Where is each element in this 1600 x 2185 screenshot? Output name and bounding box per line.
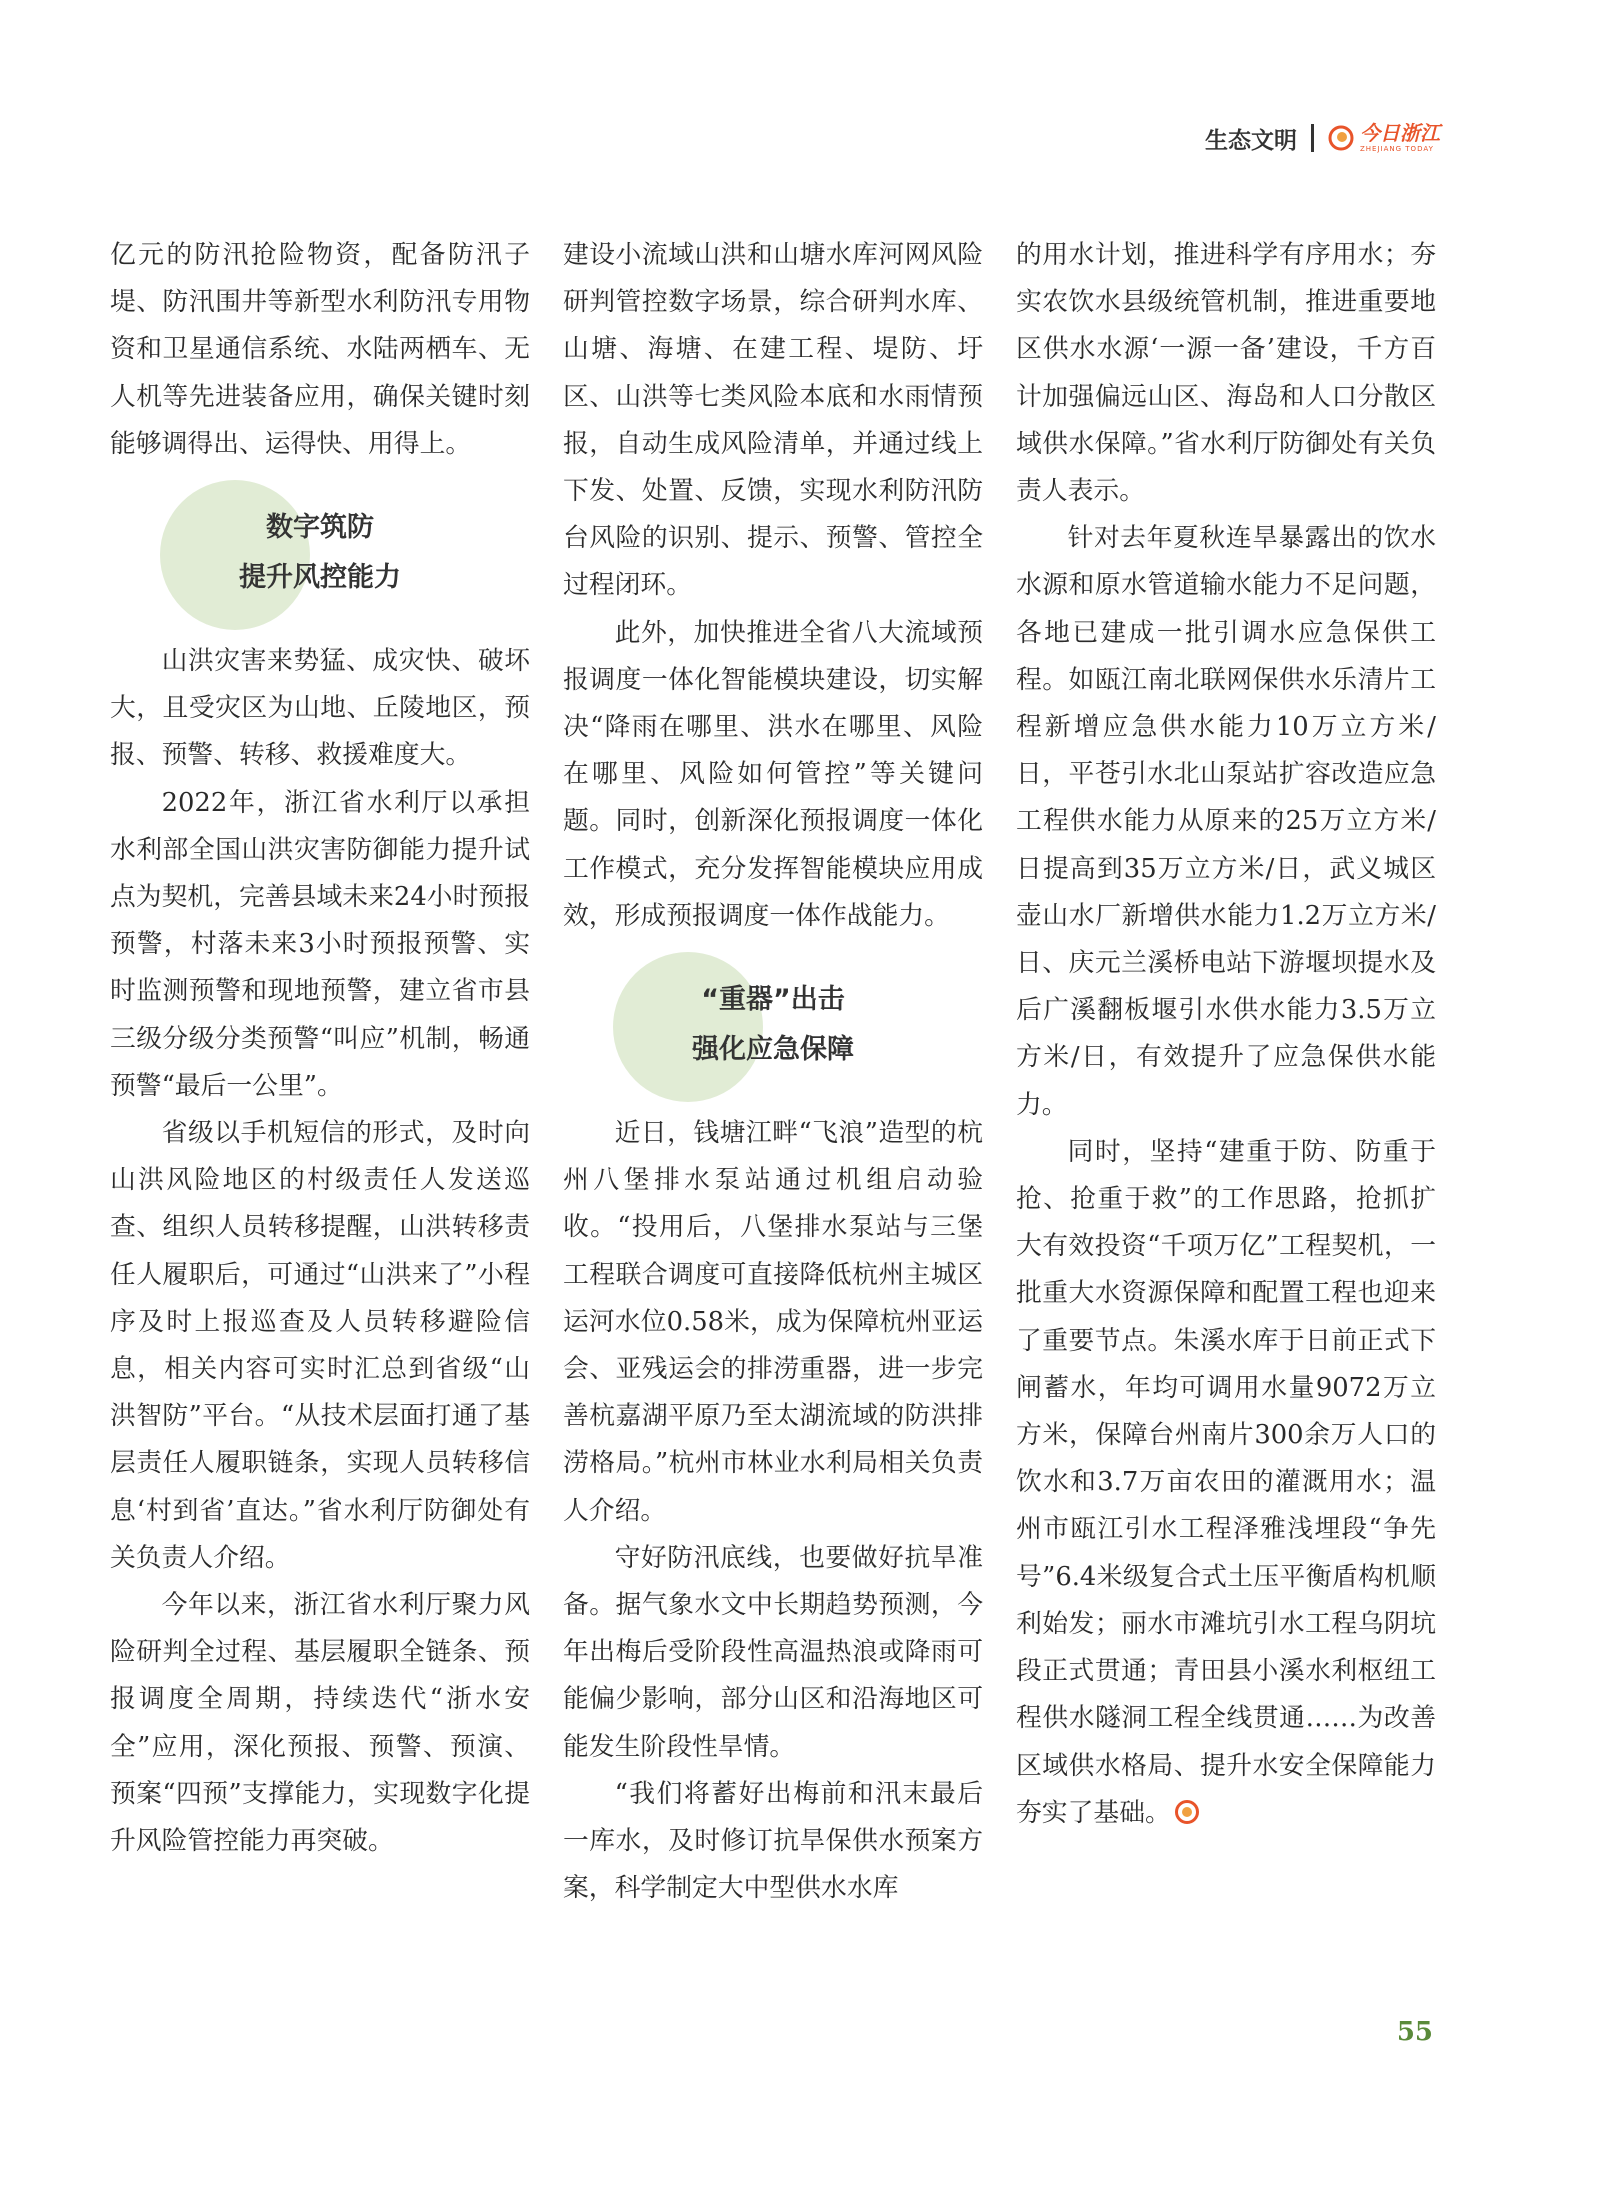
page-number: 55	[1396, 2017, 1433, 2047]
section-name: 生态文明	[1205, 127, 1297, 154]
paragraph: “我们将蓄好出梅前和汛末最后一库水，及时修订抗旱保供水预案方案，科学制定大中型供水水库	[563, 1778, 983, 1904]
article-end-icon	[1175, 1800, 1199, 1824]
paragraph: 建设小流域山洪和山塘水库河网风险研判管控数字场景，综合研判水库、山塘、海塘、在建工程、堤防、圩区、山洪等七类风险本底和水雨情预报，自动生成风险清单，并通过线上下发、处置、反馈，实现水利防汛防台风险的识别、提示、预警、管控全过程闭环。	[563, 240, 983, 601]
heading-line-1: 数字筑防	[266, 512, 374, 544]
paragraph-text: 同时，坚持“建重于防、防重于抢、抢重于救”的工作思路，抢抓扩大有效投资“千项万亿”工程契机，一批重大水资源保障和配置工程也迎来了重要节点。朱溪水库于日前正式下闸蓄水，年均可调用水量9072万立方米，保障台州南片300余万人口的饮水和3.7万亩农田的灌溉用水；温州市瓯江引水工程泽雅浅埋段“争先号”6.4米级复合式土压平衡盾构机顺利始发；丽水市滩坑引水工程乌阴坑段正式贯通；青田县小溪水利枢纽工程供水隧洞工程全线贯通……为改善区域供水格局、提升水安全保障能力夯实了基础。	[1016, 1136, 1436, 1828]
section-heading-equipment	[563, 940, 983, 1110]
section-heading-digital	[110, 468, 530, 638]
paragraph: 守好防汛底线，也要做好抗旱准备。据气象水文中长期趋势预测，今年出梅后受阶段性高温热浪或降雨可能偏少影响，部分山区和沿海地区可能发生阶段性旱情。	[563, 1542, 983, 1762]
header-divider	[1311, 124, 1314, 152]
page-header	[1205, 118, 1440, 158]
heading-line-1: “重器”出击	[701, 984, 845, 1016]
magazine-logo	[1328, 123, 1440, 153]
column-3	[1016, 232, 1436, 1837]
paragraph	[1016, 1129, 1436, 1837]
heading-line-2: 强化应急保障	[692, 1034, 854, 1066]
heading-line-2: 提升风控能力	[239, 562, 401, 594]
paragraph: 的用水计划，推进科学有序用水；夯实农饮水县级统管机制，推进重要地区供水水源‘一源一备’建设，千方百计加强偏远山区、海岛和人口分散区域供水保障。”省水利厅防御处有关负责人表示。	[1016, 240, 1436, 507]
paragraph: 2022年，浙江省水利厅以承担水利部全国山洪灾害防御能力提升试点为契机，完善县域未来24小时预报预警，村落未来3小时预报预警、实时监测预警和现地预警，建立省市县三级分级分类预警“叫应”机制，畅通预警“最后一公里”。	[110, 787, 530, 1101]
column-1	[110, 232, 530, 1865]
paragraph: 省级以手机短信的形式，及时向山洪风险地区的村级责任人发送巡查、组织人员转移提醒，山洪转移责任人履职后，可通过“山洪来了”小程序及时上报巡查及人员转移避险信息，相关内容可实时汇总到省级“山洪智防”平台。“从技术层面打通了基层责任人履职链条，实现人员转移信息‘村到省’直达。”省水利厅防御处有关负责人介绍。	[110, 1118, 530, 1573]
paragraph: 近日，钱塘江畔“飞浪”造型的杭州八堡排水泵站通过机组启动验收。“投用后，八堡排水泵站与三堡工程联合调度可直接降低杭州主城区运河水位0.58米，成为保障杭州亚运会、亚残运会的排涝重器，进一步完善杭嘉湖平原乃至太湖流域的防洪排涝格局。”杭州市林业水利局相关负责人介绍。	[563, 1118, 983, 1526]
paragraph: 亿元的防汛抢险物资，配备防汛子堤、防汛围井等新型水利防汛专用物资和卫星通信系统、水陆两栖车、无人机等先进装备应用，确保关键时刻能够调得出、运得快、用得上。	[110, 240, 530, 459]
column-2	[563, 232, 983, 1913]
logo-subtitle: ZHEJIANG TODAY	[1360, 145, 1434, 153]
logo-title: 今日浙江	[1360, 121, 1440, 145]
logo-swirl-icon	[1328, 125, 1354, 151]
paragraph: 山洪灾害来势猛、成灾快、破坏大，且受灾区为山地、丘陵地区，预报、预警、转移、救援难度大。	[110, 646, 530, 771]
paragraph: 此外，加快推进全省八大流域预报调度一体化智能模块建设，切实解决“降雨在哪里、洪水在哪里、风险在哪里、风险如何管控”等关键问题。同时，创新深化预报调度一体化工作模式，充分发挥智能模块应用成效，形成预报调度一体作战能力。	[563, 617, 983, 931]
paragraph: 针对去年夏秋连旱暴露出的饮水水源和原水管道输水能力不足问题，各地已建成一批引调水应急保供工程。如瓯江南北联网保供水乐清片工程新增应急供水能力10万立方米/日，平苍引水北山泵站扩容改造应急工程供水能力从原来的25万立方米/日提高到35万立方米/日，武义城区壶山水厂新增供水能力1.2万立方米/日、庆元兰溪桥电站下游堰坝提水及后广溪翻板堰引水供水能力3.5万立方米/日，有效提升了应急保供水能力。	[1016, 523, 1436, 1120]
paragraph: 今年以来，浙江省水利厅聚力风险研判全过程、基层履职全链条、预报调度全周期，持续迭代“浙水安全”应用，深化预报、预警、预演、预案“四预”支撑能力，实现数字化提升风险管控能力再突破。	[110, 1590, 530, 1857]
